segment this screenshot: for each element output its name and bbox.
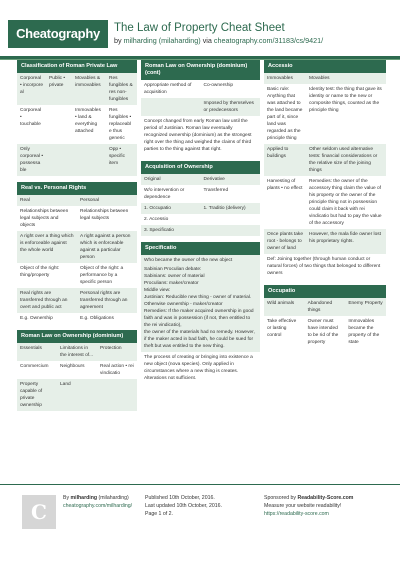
table-cell: Original — [141, 174, 201, 185]
sponsor-link[interactable]: https://readability-score.com — [264, 511, 329, 517]
table-row — [17, 231, 137, 263]
footer-author-handle: (milaharding) — [98, 495, 129, 501]
table-cell: Derivative — [201, 174, 261, 185]
table-cell: Owner must have intended to be rid of the property — [305, 316, 346, 348]
accessio-panel — [264, 60, 386, 279]
table-row — [17, 144, 137, 176]
table-cell — [46, 144, 72, 176]
table-cell: Enemy Property — [345, 298, 386, 316]
roman-law-ownership-cont-panel — [141, 60, 260, 155]
table-cell: Only corporeal • possessa ble — [17, 144, 46, 176]
table-row — [264, 144, 386, 176]
table-row — [17, 288, 137, 313]
panel-title: Accessio — [264, 60, 386, 73]
table-header-row — [264, 298, 386, 316]
table-cell: Relationships between legal subjects and objects — [17, 206, 77, 231]
table-cell: Real rights are transferred through an overt and public act — [17, 288, 77, 313]
table-cell: Opp • specific item — [106, 144, 137, 176]
column-2 — [141, 60, 260, 384]
specificatio-line: the owner of the materials had no remedy. However, if the maker acted in bad faith, he could be sued for theft but was entitled to the new thing. — [141, 329, 260, 352]
updated-date: Last updated 10th October, 2016. — [145, 503, 223, 509]
cheatography-avatar: C — [22, 495, 56, 529]
table-cell: Public • private — [46, 73, 72, 105]
panel-title: Roman Law on Ownership (dominium) — [17, 330, 137, 343]
table-header-row — [17, 195, 137, 206]
specificatio-note: The process of creating or bringing into existence a new object (nova species). Only applied in circumstances where a new thing is creates. Alterations not sufficient. — [141, 352, 260, 384]
table-cell: Neighbours — [57, 361, 97, 379]
table-cell: Once plants take root - belongs to owner of land — [264, 229, 306, 254]
accessio-definition: Def: Joining together (through human conduct or natural forces) of two things that belonged to different owners — [264, 254, 386, 279]
table-cell: However, the mala fide owner lost his proprietary rights. — [306, 229, 386, 254]
footer-publication — [145, 494, 222, 518]
table-cell: Identity test: the thing that gave its identity or name to the new or composite things, counted as the principle thing — [306, 84, 386, 144]
table-cell: Take effective or lasting control — [264, 316, 305, 348]
footer-author — [63, 494, 138, 510]
byline — [114, 36, 323, 45]
table-cell: Immovables became the property of the state — [345, 316, 386, 348]
footer-by: By — [63, 495, 70, 501]
table-row — [141, 80, 260, 98]
table-cell: 2. Accessio — [141, 214, 201, 225]
table-row — [17, 206, 137, 231]
table-cell: E.g. Ownership — [17, 313, 77, 324]
table-header-row — [141, 174, 260, 185]
table-cell: Real — [17, 195, 77, 206]
table-row — [141, 185, 260, 203]
table-cell: Res fungibles & res non-fungibles — [106, 73, 137, 105]
table-cell: Remedies: the owner of the accessory thing claim the value of his property or the owner of the principle thing not in possession could claim it back with rei vindicatio but had to pay the value of the accessory — [306, 176, 386, 229]
table-row — [17, 361, 137, 379]
table-cell: Land — [57, 379, 97, 411]
table-cell: Personal rights are transferred through an agreement — [77, 288, 137, 313]
table-cell: Imposed by themselves or predecessors — [201, 98, 261, 116]
table-row — [264, 316, 386, 348]
table-cell: Real action • rei vindicatio — [97, 361, 137, 379]
panel-title: Occupatio — [264, 285, 386, 298]
footer-author-name: milharding — [70, 495, 98, 501]
occupatio-panel — [264, 285, 386, 348]
table-row — [264, 84, 386, 144]
page-header — [0, 0, 400, 62]
real-vs-personal-panel — [17, 182, 137, 324]
specificatio-question: Who became the owner of the new object — [141, 255, 260, 266]
table-cell: Applied to buildings — [264, 144, 306, 176]
table-row — [141, 214, 260, 225]
table-cell — [46, 105, 72, 144]
published-date: Published 10th October, 2016. — [145, 495, 215, 501]
table-cell: Object of the right: thing/property — [17, 263, 77, 288]
page-number: Page 1 of 2. — [145, 511, 173, 517]
table-cell: Protection — [97, 343, 137, 361]
table-cell: Wild animals — [264, 298, 305, 316]
table-row — [17, 313, 137, 324]
classification-table — [17, 73, 137, 176]
table-cell: A right against a person which is enforceable against a particular person — [77, 231, 137, 263]
table-row — [264, 176, 386, 229]
classification-panel — [17, 60, 137, 176]
table-cell: Relationships between legal subjects — [77, 206, 137, 231]
table-cell: W/o intervention or dependence — [141, 185, 201, 203]
table-cell: Transferred — [201, 185, 261, 203]
table-row — [17, 263, 137, 288]
specificatio-panel — [141, 242, 260, 384]
table-cell: Immovables — [264, 73, 306, 84]
panel-title: Roman Law on Ownership (dominium) (cont) — [141, 60, 260, 80]
paragraph: Concept changed from early Roman law until the period of Justinian. Roman law eventually recognized ownership (dominium) as the strongest right over the thing and weighed the claims of third parties to the thing against that right. — [141, 116, 260, 155]
specificatio-line: Middle view: — [141, 287, 260, 294]
table-cell: Appropriate method of acquisition — [141, 80, 201, 98]
table-cell — [141, 98, 201, 116]
roman-law-ownership-panel — [17, 330, 137, 411]
roman-law-table — [17, 343, 137, 411]
table-cell: Co-ownership — [201, 80, 261, 98]
table-cell: Other seldom used alternative tests: financial considerations or the relative size of the joining things — [306, 144, 386, 176]
sponsor-tagline: Measure your website readability! — [264, 503, 342, 509]
sheet-url-link[interactable]: cheatography.com/31183/cs/9421/ — [213, 36, 324, 45]
table-cell: Movables & immovables — [72, 73, 106, 105]
table-cell: Commercium — [17, 361, 57, 379]
table-cell: Object of the right: a performance by a specific person — [77, 263, 137, 288]
table-cell — [201, 225, 261, 236]
byline-prefix: by — [114, 36, 122, 45]
specificatio-line: Proculians: maker/creator — [141, 280, 260, 287]
table-cell: Limitations in the interest of... — [57, 343, 97, 361]
table-row — [17, 73, 137, 105]
panel-title: Real vs. Personal Rights — [17, 182, 137, 195]
cheatography-logo[interactable]: Cheatography — [8, 20, 108, 48]
table-cell: Immovables • land & everything attached — [72, 105, 106, 144]
table-cell: A right over a thing which is enforceable against the whole world — [17, 231, 77, 263]
table-cell: Abandoned things — [305, 298, 346, 316]
table-cell: Essentials — [17, 343, 57, 361]
table-row — [264, 229, 386, 254]
footer-author-link[interactable]: cheatography.com/milharding/ — [63, 503, 133, 509]
specificatio-line: Sabinian Proculian debate: — [141, 266, 260, 273]
table-cell: 1. Occupatio — [141, 203, 201, 214]
acquisition-panel — [141, 161, 260, 236]
sponsor-name: Readability-Score.com — [297, 495, 354, 501]
table-cell: 1. Traditio (delivery) — [201, 203, 261, 214]
sponsor-prefix: Sponsored by — [264, 495, 297, 501]
accessio-table — [264, 73, 386, 254]
table-row — [141, 203, 260, 214]
footer-sponsor — [264, 494, 353, 518]
column-3 — [264, 60, 386, 348]
occupatio-table — [264, 298, 386, 348]
table-cell: Movables — [306, 73, 386, 84]
panel-title: Classification of Roman Private Law — [17, 60, 137, 73]
table-cell: Property capable of private ownership — [17, 379, 57, 411]
table-cell: Harvesting of plants • no effect — [264, 176, 306, 229]
table-row — [141, 98, 260, 116]
panel-title: Acquisition of Ownership — [141, 161, 260, 174]
table-cell: Corporeal • touchable — [17, 105, 46, 144]
table-row — [17, 379, 137, 411]
column-1 — [17, 60, 137, 411]
specificatio-line: Justinian: Reducible new thing - owner of material. Otherwise ownership - maker/creator — [141, 294, 260, 308]
roman-law-cont-table — [141, 80, 260, 116]
author-link[interactable]: milharding (milaharding) — [123, 36, 201, 45]
acquisition-table — [141, 174, 260, 236]
table-cell — [97, 379, 137, 411]
byline-via: via — [202, 36, 212, 45]
table-cell: E.g. Obligations — [77, 313, 137, 324]
panel-title: Specificatio — [141, 242, 260, 255]
table-row — [141, 225, 260, 236]
table-cell — [72, 144, 106, 176]
table-cell — [201, 214, 261, 225]
page-title: The Law of Property Cheat Sheet — [114, 22, 285, 34]
table-row — [17, 105, 137, 144]
table-cell: Corporeal • incorpore al — [17, 73, 46, 105]
specificatio-line: Sabinians: owner of material — [141, 273, 260, 280]
table-row — [17, 343, 137, 361]
table-cell: Res fungibles • replaceabl e thus generic — [106, 105, 137, 144]
table-cell: Personal — [77, 195, 137, 206]
specificatio-line: Remedies: If the maker acquired ownership in good faith and was in possession (if not, then entitled to the rei vindicatio), — [141, 308, 260, 329]
table-cell: Basic rule: Anything that was attached to the land became part of it, since land was regarded as the principle thing — [264, 84, 306, 144]
table-cell: 3. Specificatio — [141, 225, 201, 236]
real-personal-table — [17, 195, 137, 324]
table-header-row — [264, 73, 386, 84]
